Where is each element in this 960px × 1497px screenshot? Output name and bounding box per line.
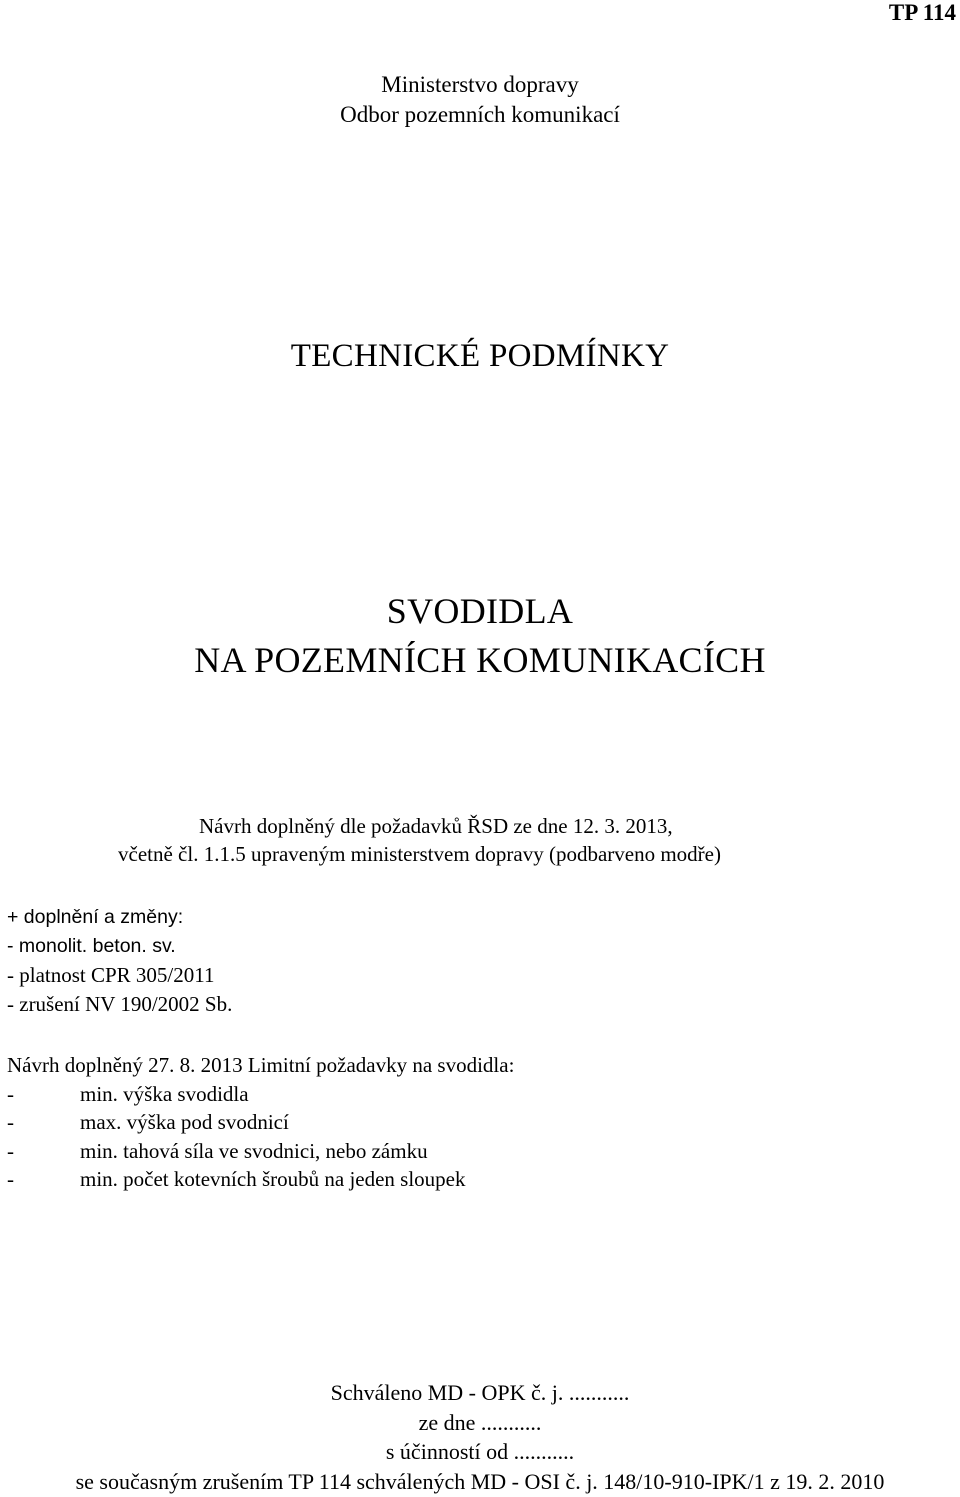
draft-item-text: min. výška svodidla [80,1081,249,1106]
note-line-2: včetně čl. 1.1.5 upraveným ministerstvem dopravy (podbarveno modře) [118,842,721,866]
draft-item-dash: - [7,1081,14,1106]
draft-item [7,1108,514,1137]
draft-item [7,1080,514,1109]
title-line-1: SVODIDLA [386,591,574,631]
draft-item-dash: - [7,1138,14,1163]
changes-item-2: - platnost CPR 305/2011 [7,963,215,987]
draft-item-text: min. počet kotevních šroubů na jeden sloupek [80,1167,466,1191]
draft-item-text: max. výška pod svodnicí [80,1110,289,1134]
document-category: TECHNICKÉ PODMÍNKY [290,338,670,374]
changes-item-1: - monolit. beton. sv. [7,935,176,957]
approval-supersedes: se současným zrušením TP 114 schválených MD - OSI č. j. 148/10-910-IPK/1 z 19. 2. 2010 [75,1468,885,1494]
changes-heading: + doplnění a změny: [7,906,184,928]
title-line-2: NA POZEMNÍCH KOMUNIKACÍCH [194,640,766,680]
ministry-department: Odbor pozemních komunikací [340,102,620,127]
approval-date: ze dne ........... [418,1409,542,1435]
approval-block [0,1378,960,1496]
ministry-name: Ministerstvo dopravy [381,72,579,97]
ministry-block [0,70,960,130]
draft-item [7,1165,514,1194]
approval-reference: Schváleno MD - OPK č. j. ........... [330,1380,630,1405]
draft-item-dash: - [7,1167,14,1191]
approval-effective-date: s účinností od ........... [385,1439,575,1464]
draft-item [7,1137,514,1166]
draft-item-dash: - [7,1110,14,1134]
note-line-1: Návrh doplněný dle požadavků ŘSD ze dne 12. 3. 2013, [199,814,673,838]
draft-block [7,1051,514,1194]
draft-heading: Návrh doplněný 27. 8. 2013 Limitní požadavky na svodidla: [7,1053,515,1077]
document-code: TP 114 [888,0,956,25]
draft-item-text: min. tahová síla ve svodnici, nebo zámku [80,1138,428,1163]
document-title [0,587,960,685]
changes-item-3: - zrušení NV 190/2002 Sb. [7,992,233,1016]
